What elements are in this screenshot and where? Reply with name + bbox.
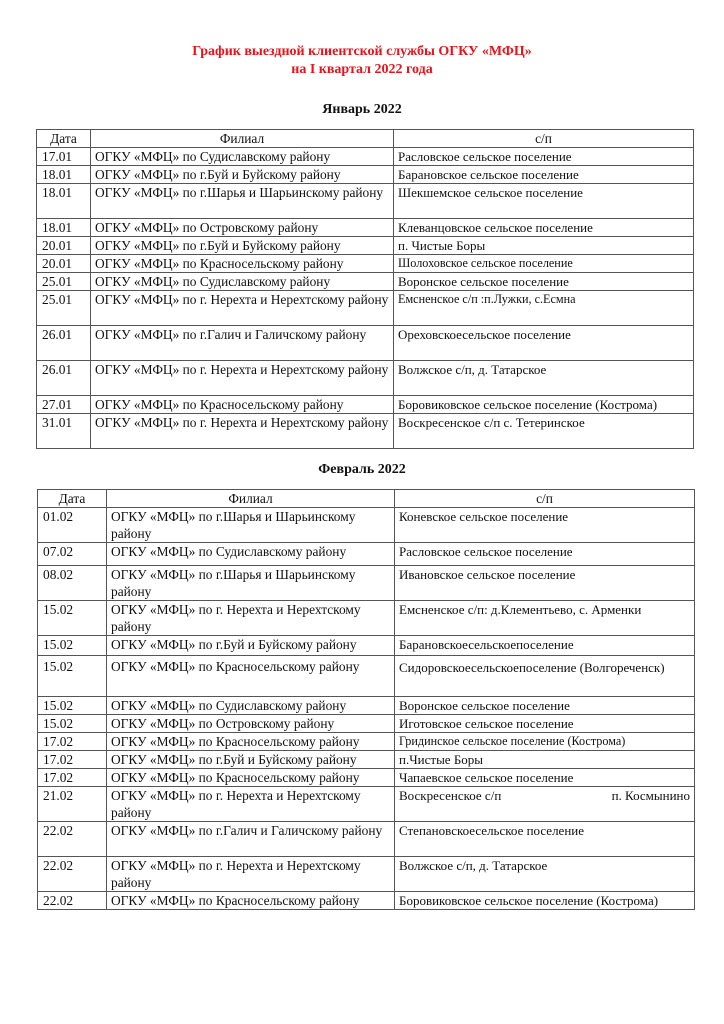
settlement-cell: Чапаевское сельское поселение xyxy=(395,769,695,787)
table-header-row xyxy=(38,490,695,508)
settlement-cell: Воскресенское с/п с. Тетеринское xyxy=(394,414,694,449)
branch-cell: ОГКУ «МФЦ» по г. Нерехта и Нерехтскому району xyxy=(91,291,394,326)
table-row xyxy=(37,166,694,184)
date-cell: 20.01 xyxy=(37,237,91,255)
branch-cell: ОГКУ «МФЦ» по г.Галич и Галичскому району xyxy=(107,822,395,857)
table-row xyxy=(37,219,694,237)
table-row xyxy=(38,715,695,733)
date-cell: 15.02 xyxy=(38,636,107,656)
branch-cell: ОГКУ «МФЦ» по г.Буй и Буйскому району xyxy=(107,636,395,656)
date-cell: 31.01 xyxy=(37,414,91,449)
settlement-cell xyxy=(395,787,695,822)
branch-cell: ОГКУ «МФЦ» по Судиславскому району xyxy=(107,697,395,715)
branch-cell: ОГКУ «МФЦ» по г. Нерехта и Нерехтскому району xyxy=(107,601,395,636)
table-row xyxy=(38,543,695,566)
date-cell: 18.01 xyxy=(37,184,91,219)
february-heading: Февраль 2022 xyxy=(318,462,406,477)
settlement-name: Воскресенское с/п xyxy=(399,788,502,803)
date-cell: 27.01 xyxy=(37,396,91,414)
date-cell: 26.01 xyxy=(37,361,91,396)
settlement-cell: Расловское сельское поселение xyxy=(394,148,694,166)
branch-cell: ОГКУ «МФЦ» по Судиславскому району xyxy=(91,148,394,166)
settlement-cell: п. Чистые Боры xyxy=(394,237,694,255)
branch-cell: ОГКУ «МФЦ» по г.Шарья и Шарьинскому району xyxy=(107,566,395,601)
settlement-cell: Боровиковское сельское поселение (Кострома) xyxy=(394,396,694,414)
table-row xyxy=(37,396,694,414)
settlement-cell: Шекшемское сельское поселение xyxy=(394,184,694,219)
table-row xyxy=(38,601,695,636)
table-row xyxy=(38,787,695,822)
column-header-branch: Филиал xyxy=(91,130,394,148)
branch-cell: ОГКУ «МФЦ» по Красносельскому району xyxy=(91,255,394,273)
date-cell: 15.02 xyxy=(38,656,107,697)
branch-cell: ОГКУ «МФЦ» по г.Буй и Буйскому району xyxy=(91,237,394,255)
table-row xyxy=(37,414,694,449)
table-row xyxy=(38,636,695,656)
settlement-cell: Расловское сельское поселение xyxy=(395,543,695,566)
table-row xyxy=(37,361,694,396)
settlement-cell: Шолоховское сельское поселение xyxy=(394,255,694,273)
table-row xyxy=(38,892,695,910)
column-header-date: Дата xyxy=(37,130,91,148)
branch-cell: ОГКУ «МФЦ» по Красносельскому району xyxy=(91,396,394,414)
january-schedule-table xyxy=(36,129,694,449)
settlement-cell: Степановскоесельское поселение xyxy=(395,822,695,857)
column-header-date: Дата xyxy=(38,490,107,508)
settlement-cell: Ореховскоесельское поселение xyxy=(394,326,694,361)
settlement-cell: Волжское с/п, д. Татарское xyxy=(395,857,695,892)
date-cell: 17.02 xyxy=(38,751,107,769)
date-cell: 21.02 xyxy=(38,787,107,822)
settlement-cell: Воронское сельское поселение xyxy=(394,273,694,291)
branch-cell: ОГКУ «МФЦ» по Судиславскому району xyxy=(91,273,394,291)
table-row xyxy=(38,508,695,543)
branch-cell: ОГКУ «МФЦ» по г. Нерехта и Нерехтскому району xyxy=(91,361,394,396)
settlement-cell: Волжское с/п, д. Татарское xyxy=(394,361,694,396)
branch-cell: ОГКУ «МФЦ» по г. Нерехта и Нерехтскому району xyxy=(91,414,394,449)
branch-cell: ОГКУ «МФЦ» по Красносельскому району xyxy=(107,733,395,751)
settlement-cell: Коневское сельское поселение xyxy=(395,508,695,543)
settlement-cell: Барановскоесельскоепоселение xyxy=(395,636,695,656)
table-row xyxy=(37,326,694,361)
branch-cell: ОГКУ «МФЦ» по г.Шарья и Шарьинскому району xyxy=(107,508,395,543)
column-header-settlement: с/п xyxy=(394,130,694,148)
branch-cell: ОГКУ «МФЦ» по Судиславскому району xyxy=(107,543,395,566)
settlement-cell: п.Чистые Боры xyxy=(395,751,695,769)
settlement-cell: Емсненское с/п :п.Лужки, с.Есмна xyxy=(394,291,694,326)
date-cell: 15.02 xyxy=(38,601,107,636)
branch-cell: ОГКУ «МФЦ» по г.Буй и Буйскому району xyxy=(91,166,394,184)
table-row xyxy=(38,697,695,715)
table-header-row xyxy=(37,130,694,148)
table-row xyxy=(37,273,694,291)
january-heading: Январь 2022 xyxy=(322,102,402,117)
date-cell: 17.02 xyxy=(38,769,107,787)
branch-cell: ОГКУ «МФЦ» по г. Нерехта и Нерехтскому району xyxy=(107,787,395,822)
date-cell: 22.02 xyxy=(38,857,107,892)
branch-cell: ОГКУ «МФЦ» по г.Шарья и Шарьинскому району xyxy=(91,184,394,219)
date-cell: 17.01 xyxy=(37,148,91,166)
date-cell: 15.02 xyxy=(38,697,107,715)
table-row xyxy=(38,733,695,751)
table-row xyxy=(37,291,694,326)
date-cell: 20.01 xyxy=(37,255,91,273)
date-cell: 15.02 xyxy=(38,715,107,733)
settlement-cell: Гридинское сельское поселение (Кострома) xyxy=(395,733,695,751)
settlement-village: п. Космынино xyxy=(611,788,690,803)
table-row xyxy=(38,857,695,892)
date-cell: 25.01 xyxy=(37,273,91,291)
date-cell: 18.01 xyxy=(37,166,91,184)
settlement-cell: Иготовское сельское поселение xyxy=(395,715,695,733)
date-cell: 08.02 xyxy=(38,566,107,601)
column-header-settlement: с/п xyxy=(395,490,695,508)
branch-cell: ОГКУ «МФЦ» по Островскому району xyxy=(91,219,394,237)
branch-cell: ОГКУ «МФЦ» по Красносельскому району xyxy=(107,892,395,910)
branch-cell: ОГКУ «МФЦ» по Красносельскому району xyxy=(107,769,395,787)
branch-cell: ОГКУ «МФЦ» по г.Галич и Галичскому району xyxy=(91,326,394,361)
column-header-branch: Филиал xyxy=(107,490,395,508)
branch-cell: ОГКУ «МФЦ» по г. Нерехта и Нерехтскому району xyxy=(107,857,395,892)
date-cell: 25.01 xyxy=(37,291,91,326)
date-cell: 26.01 xyxy=(37,326,91,361)
branch-cell: ОГКУ «МФЦ» по Островскому району xyxy=(107,715,395,733)
branch-cell: ОГКУ «МФЦ» по г.Буй и Буйскому району xyxy=(107,751,395,769)
table-row xyxy=(38,566,695,601)
settlement-cell: Боровиковское сельское поселение (Кострома) xyxy=(395,892,695,910)
date-cell: 01.02 xyxy=(38,508,107,543)
table-row xyxy=(37,237,694,255)
table-row xyxy=(38,751,695,769)
settlement-cell: Емсненское с/п: д.Клементьево, с. Арменки xyxy=(395,601,695,636)
settlement-cell: Барановское сельское поселение xyxy=(394,166,694,184)
date-cell: 22.02 xyxy=(38,892,107,910)
table-row xyxy=(37,184,694,219)
table-row xyxy=(38,822,695,857)
settlement-cell: Клеванцовское сельское поселение xyxy=(394,219,694,237)
branch-cell: ОГКУ «МФЦ» по Красносельскому району xyxy=(107,656,395,697)
table-row xyxy=(37,255,694,273)
settlement-cell: Воронское сельское поселение xyxy=(395,697,695,715)
date-cell: 17.02 xyxy=(38,733,107,751)
table-row xyxy=(38,769,695,787)
document-title: График выездной клиентской службы ОГКУ «МФЦ» xyxy=(192,44,532,59)
table-row xyxy=(38,656,695,697)
document-subtitle: на I квартал 2022 года xyxy=(291,62,433,77)
february-schedule-table xyxy=(37,489,695,910)
date-cell: 22.02 xyxy=(38,822,107,857)
table-row xyxy=(37,148,694,166)
settlement-cell: Ивановское сельское поселение xyxy=(395,566,695,601)
date-cell: 18.01 xyxy=(37,219,91,237)
date-cell: 07.02 xyxy=(38,543,107,566)
settlement-cell: Сидоровскоесельскоепоселение (Волгореченск) xyxy=(395,656,695,697)
